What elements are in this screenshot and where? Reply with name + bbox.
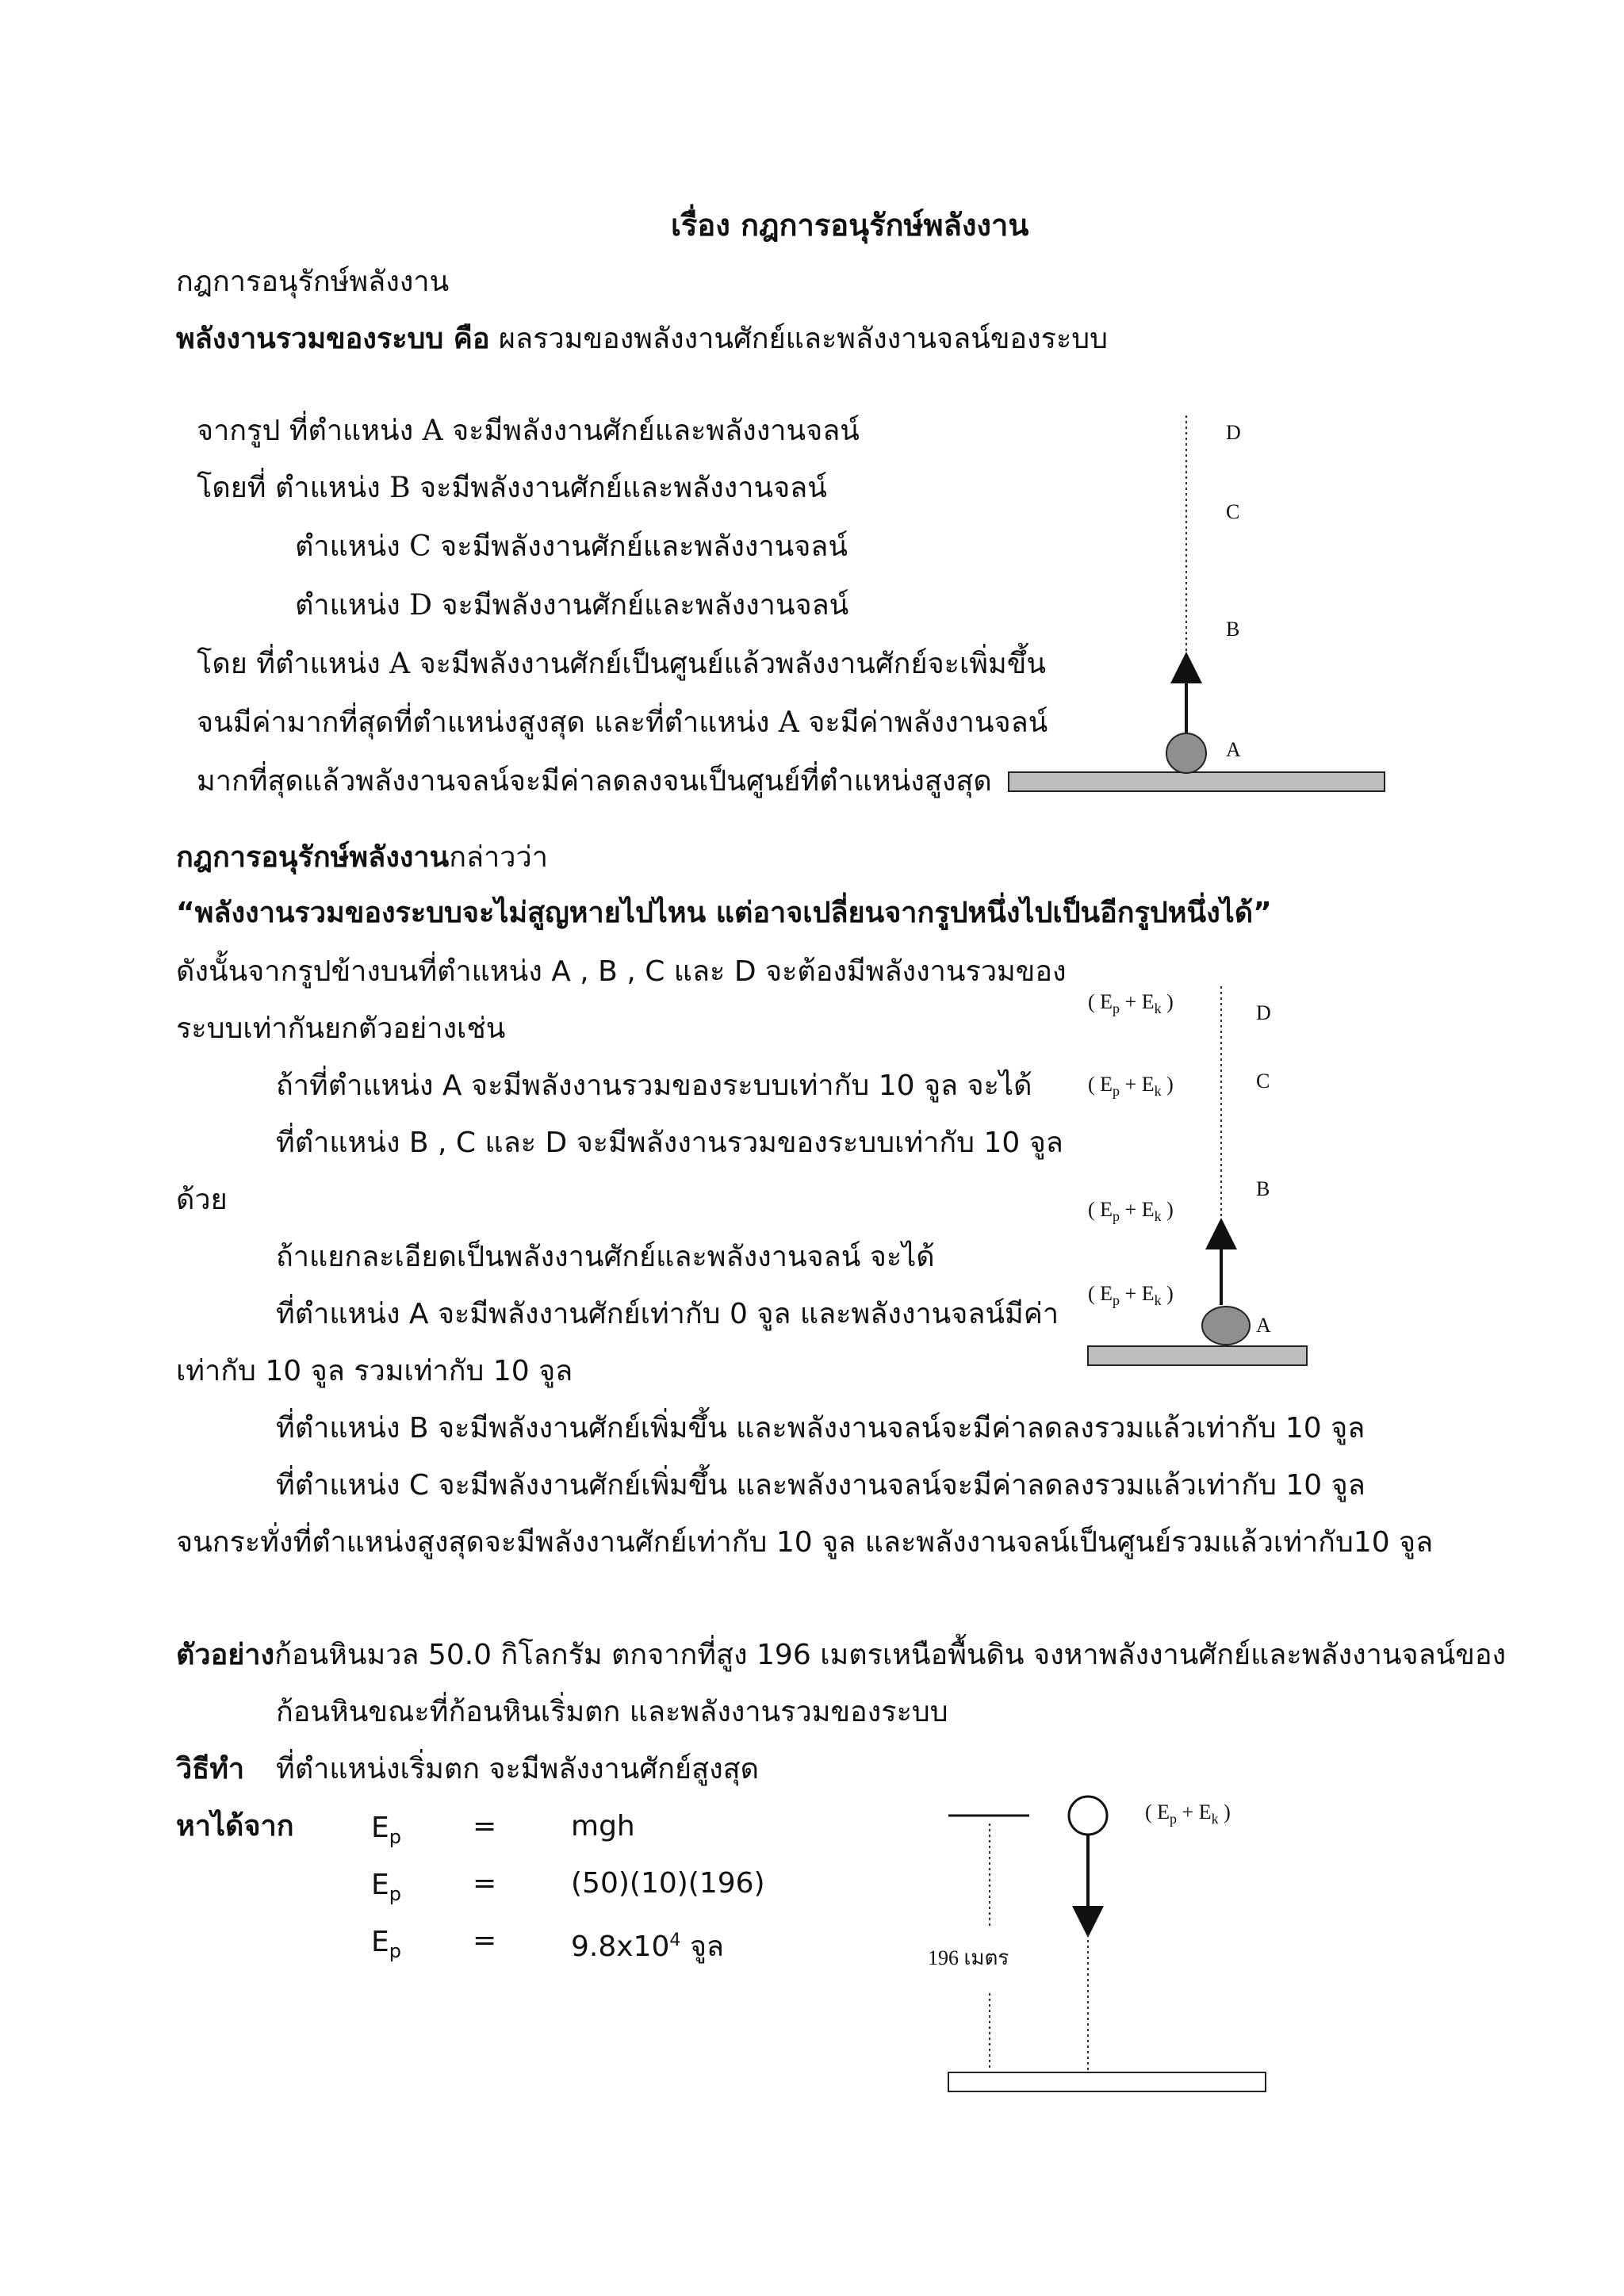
method-term: วิธีทำ <box>176 1753 245 1785</box>
section2-line-1: ดังนั้นจากรูปข้างบนที่ตำแหน่ง A , B , C และ D จะต้องมีพลังงานรวมของ <box>176 955 1067 988</box>
section1-line-7: มากที่สุดแล้วพลังงานจลน์จะมีค่าลดลงจนเป็นศูนย์ที่ตำแหน่งสูงสุด <box>197 765 992 798</box>
example-term: ตัวอย่าง <box>176 1639 275 1671</box>
law-term: กฎการอนุรักษ์พลังงาน <box>176 841 450 874</box>
section1-line-6: จนมีค่ามากที่สุดที่ตำแหน่งสูงสุด และที่ตำแหน่ง A จะมีค่าพลังงานจลน์ <box>197 706 1048 739</box>
section2-line-4: ที่ตำแหน่ง B , C และ D จะมีพลังงานรวมของระบบเท่ากับ 10 จูล <box>276 1127 1063 1159</box>
energy-label-D: ( $E_p + E_k$ ) <box>1088 990 1174 1016</box>
equals-1: = <box>473 1810 497 1843</box>
section1-line-1: จากรูป ที่ตำแหน่ง A จะมีพลังงานศักย์และพลังงานจลน์ <box>197 415 860 447</box>
ground-3 <box>948 2072 1266 2091</box>
ground-1 <box>1009 772 1385 791</box>
section2-line-2: ระบบเท่ากันยกตัวอย่างเช่น <box>176 1012 506 1045</box>
label-D-1: D <box>1226 421 1241 444</box>
ep-symbol-1: $E_p$ <box>371 1812 401 1849</box>
energy-label-B: ( $E_p + E_k$ ) <box>1088 1198 1174 1224</box>
section2-line-10: ที่ตำแหน่ง C จะมีพลังงานศักย์เพิ่มขึ้น และพลังงานจลน์จะมีค่าลดลงรวมแล้วเท่ากับ 10 จูล <box>276 1469 1365 1502</box>
method-text: ที่ตำแหน่งเริ่มตก จะมีพลังงานศักย์สูงสุด <box>276 1753 760 1785</box>
energy-label-A: ( $E_p + E_k$ ) <box>1088 1282 1174 1308</box>
ground-2 <box>1088 1346 1307 1365</box>
section2-line-9: ที่ตำแหน่ง B จะมีพลังงานศักย์เพิ่มขึ้น และพลังงานจลน์จะมีค่าลดลงรวมแล้วเท่ากับ 10 จูล <box>276 1412 1365 1445</box>
rhs-2: (50)(10)(196) <box>571 1867 765 1900</box>
rhs-1: mgh <box>571 1810 635 1843</box>
section-heading: กฎการอนุรักษ์พลังงาน <box>176 266 450 298</box>
section2-line-3: ถ้าที่ตำแหน่ง A จะมีพลังงานรวมของระบบเท่ากับ 10 จูล จะได้ <box>276 1070 1032 1102</box>
label-C-1: C <box>1226 500 1240 523</box>
section1-line-5: โดย ที่ตำแหน่ง A จะมีพลังงานศักย์เป็นศูนย์แล้วพลังงานศักย์จะเพิ่มขึ้น <box>197 648 1046 680</box>
law-tail: กล่าวว่า <box>449 841 548 874</box>
definition-term: พลังงานรวมของระบบ คือ <box>176 323 490 355</box>
ball-2 <box>1202 1307 1250 1345</box>
equals-3: = <box>473 1924 497 1957</box>
definition-text: ผลรวมของพลังงานศักย์และพลังงานจลน์ของระบบ <box>489 323 1109 355</box>
figure-2 <box>1088 986 1307 1365</box>
section2-line-6: ถ้าแยกละเอียดเป็นพลังงานศักย์และพลังงานจลน์ จะได้ <box>276 1241 935 1273</box>
section2-line-7: ที่ตำแหน่ง A จะมีพลังงานศักย์เท่ากับ 0 จูล และพลังงานจลน์มีค่า <box>276 1298 1059 1330</box>
rock-ball <box>1069 1797 1107 1835</box>
section2-line-11: จนกระทั่งที่ตำแหน่งสูงสุดจะมีพลังงานศักย์เท่ากับ 10 จูล และพลังงานจลน์เป็นศูนย์รวมแล้วเท่ากับ10 จูล <box>176 1526 1434 1559</box>
section1-line-3: ตำแหน่ง C จะมีพลังงานศักย์และพลังงานจลน์ <box>295 530 848 563</box>
label-C-2: C <box>1256 1070 1270 1093</box>
ep-symbol-2: $E_p$ <box>371 1869 401 1906</box>
height-label: 196 เมตร <box>928 1946 1009 1969</box>
ep-symbol-3: $E_p$ <box>371 1926 401 1963</box>
rhs-3: $9.8x10^4$ จูล <box>571 1931 724 1963</box>
section1-line-4: ตำแหน่ง D จะมีพลังงานศักย์และพลังงานจลน์ <box>295 589 849 622</box>
page-title: เรื่อง กฎการอนุรักษ์พลังงาน <box>671 208 1029 243</box>
label-B-2: B <box>1256 1177 1270 1200</box>
figure-1 <box>1009 415 1385 791</box>
find-term: หาได้จาก <box>176 1810 294 1843</box>
section2-line-5: ด้วย <box>176 1184 228 1216</box>
section1-line-2: โดยที่ ตำแหน่ง B จะมีพลังงานศักย์และพลังงานจลน์ <box>197 472 827 504</box>
label-D-2: D <box>1256 1001 1271 1024</box>
energy-label-top: ( $E_p + E_k$ ) <box>1145 1800 1231 1827</box>
label-B-1: B <box>1226 618 1240 641</box>
example-text: ก้อนหินมวล 50.0 กิโลกรัม ตกจากที่สูง 196 เมตรเหนือพื้นดิน จงหาพลังงานศักย์และพลังงานจลน์ของ <box>274 1639 1507 1671</box>
energy-label-C: ( $E_p + E_k$ ) <box>1088 1073 1174 1099</box>
equals-2: = <box>473 1867 497 1900</box>
label-A-1: A <box>1226 738 1241 761</box>
section2-line-8: เท่ากับ 10 จูล รวมเท่ากับ 10 จูล <box>176 1355 573 1387</box>
figure-3 <box>928 1797 1266 2091</box>
example-line-2: ก้อนหินขณะที่ก้อนหินเริ่มตก และพลังงานรวมของระบบ <box>276 1696 948 1728</box>
label-A-2: A <box>1256 1314 1271 1337</box>
ball-1 <box>1166 733 1206 773</box>
law-quote: “พลังงานรวมของระบบจะไม่สูญหายไปไหน แต่อาจเปลี่ยนจากรูปหนึ่งไปเป็นอีกรูปหนึ่งได้” <box>176 897 1272 929</box>
